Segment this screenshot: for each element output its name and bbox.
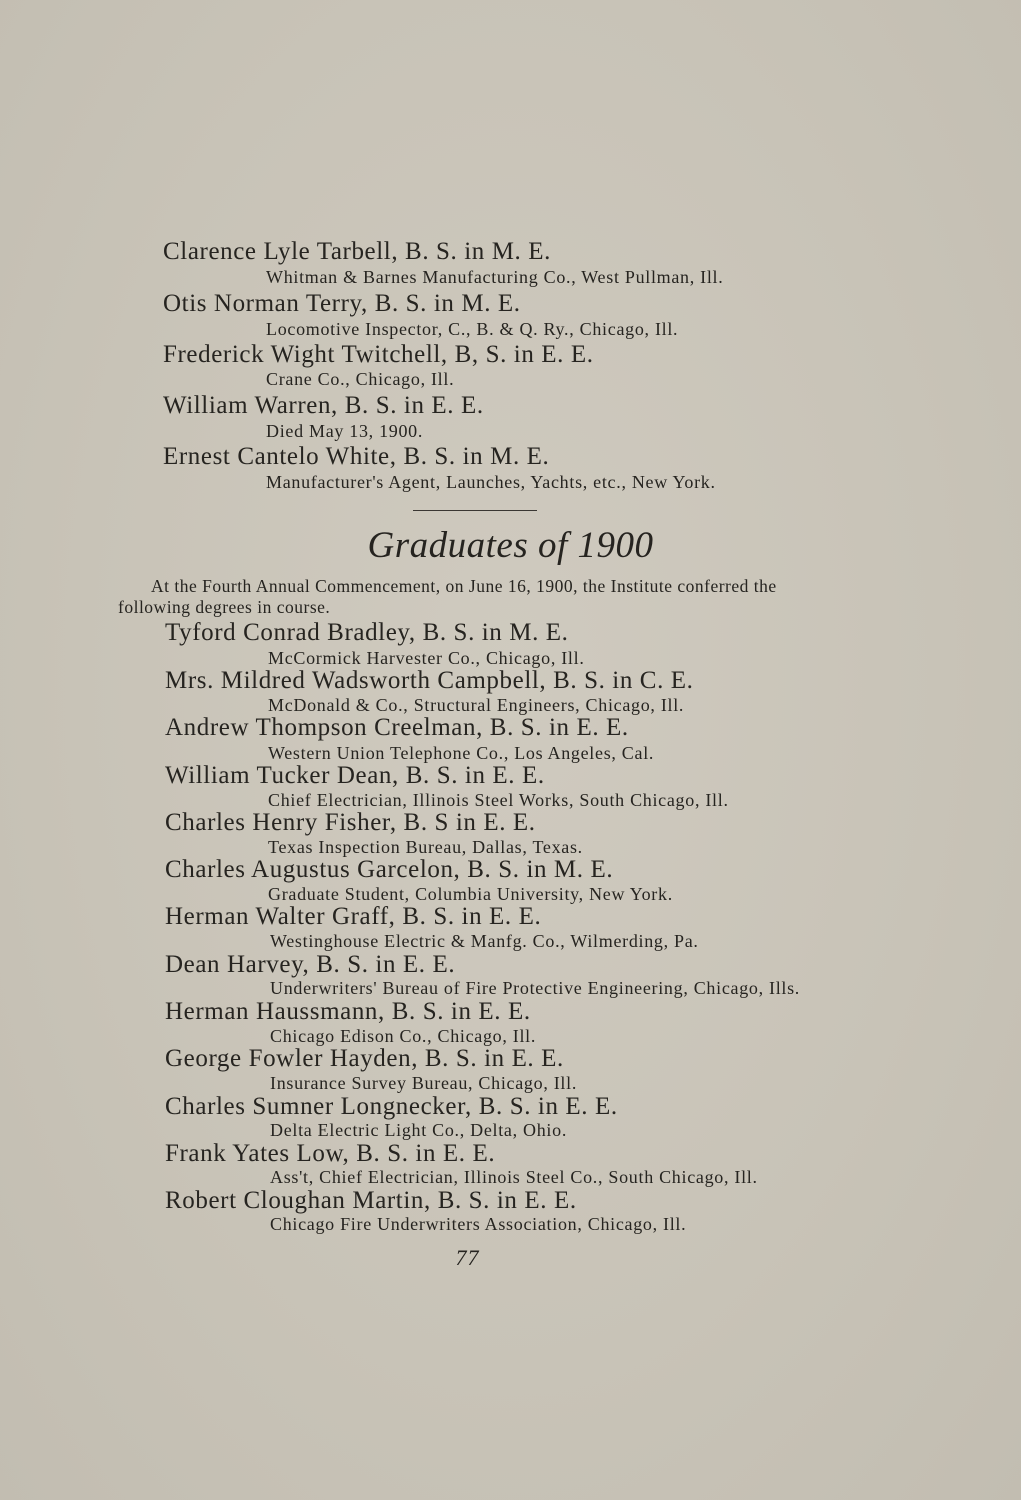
graduate-position: Underwriters' Bureau of Fire Protective Engineering, Chicago, Ills. xyxy=(270,978,801,998)
section-heading: Graduates of 1900 xyxy=(367,525,654,566)
graduate-name: Ernest Cantelo White, B. S. in M. E. xyxy=(163,443,550,470)
graduate-name: William Warren, B. S. in E. E. xyxy=(163,392,484,419)
graduate-name: Charles Augustus Garcelon, B. S. in M. E. xyxy=(165,856,614,883)
graduate-position: Chicago Fire Underwriters Association, Chicago, Ill. xyxy=(270,1214,687,1234)
intro-line-2: following degrees in course. xyxy=(118,597,331,617)
graduate-position: Died May 13, 1900. xyxy=(266,421,424,441)
graduate-name: Dean Harvey, B. S. in E. E. xyxy=(165,951,456,978)
graduate-position: Ass't, Chief Electrician, Illinois Steel Co., South Chicago, Ill. xyxy=(270,1167,758,1187)
graduate-name: William Tucker Dean, B. S. in E. E. xyxy=(165,762,545,789)
graduate-name: Andrew Thompson Creelman, B. S. in E. E. xyxy=(165,714,629,741)
graduate-name: Mrs. Mildred Wadsworth Campbell, B. S. in C. E. xyxy=(165,667,694,694)
graduate-name: Otis Norman Terry, B. S. in M. E. xyxy=(163,290,521,317)
page-number: 77 xyxy=(455,1245,480,1270)
intro-line-1: At the Fourth Annual Commencement, on June 16, 1900, the Institute conferred the xyxy=(151,576,777,596)
graduate-name: Robert Cloughan Martin, B. S. in E. E. xyxy=(165,1187,577,1214)
intro-paragraph xyxy=(118,576,818,618)
graduate-position: McDonald & Co., Structural Engineers, Chicago, Ill. xyxy=(268,695,685,715)
graduate-position: Chicago Edison Co., Chicago, Ill. xyxy=(270,1026,537,1046)
graduate-name: Charles Sumner Longnecker, B. S. in E. E. xyxy=(165,1093,618,1120)
graduate-position: Westinghouse Electric & Manfg. Co., Wilmerding, Pa. xyxy=(270,931,699,951)
graduate-position: Delta Electric Light Co., Delta, Ohio. xyxy=(270,1120,568,1140)
graduate-position: Chief Electrician, Illinois Steel Works, South Chicago, Ill. xyxy=(268,790,729,810)
graduate-position: Whitman & Barnes Manufacturing Co., West Pullman, Ill. xyxy=(266,267,724,287)
graduate-position: Texas Inspection Bureau, Dallas, Texas. xyxy=(268,837,583,857)
graduate-position: Locomotive Inspector, C., B. & Q. Ry., Chicago, Ill. xyxy=(266,319,679,339)
graduate-position: Western Union Telephone Co., Los Angeles, Cal. xyxy=(268,743,655,763)
graduate-name: Clarence Lyle Tarbell, B. S. in M. E. xyxy=(163,238,551,265)
graduate-position: McCormick Harvester Co., Chicago, Ill. xyxy=(268,648,585,668)
section-divider xyxy=(413,510,537,511)
graduate-position: Insurance Survey Bureau, Chicago, Ill. xyxy=(270,1073,578,1093)
graduate-name: Frederick Wight Twitchell, B, S. in E. E. xyxy=(163,341,594,368)
graduate-name: Frank Yates Low, B. S. in E. E. xyxy=(165,1140,496,1167)
graduate-name: Herman Walter Graff, B. S. in E. E. xyxy=(165,903,542,930)
graduate-name: Tyford Conrad Bradley, B. S. in M. E. xyxy=(165,619,569,646)
graduate-position: Graduate Student, Columbia University, New York. xyxy=(268,884,673,904)
graduate-name: Charles Henry Fisher, B. S in E. E. xyxy=(165,809,536,836)
graduate-name: George Fowler Hayden, B. S. in E. E. xyxy=(165,1045,564,1072)
graduate-name: Herman Haussmann, B. S. in E. E. xyxy=(165,998,531,1025)
graduate-position: Crane Co., Chicago, Ill. xyxy=(266,369,455,389)
graduate-position: Manufacturer's Agent, Launches, Yachts, etc., New York. xyxy=(266,472,716,492)
